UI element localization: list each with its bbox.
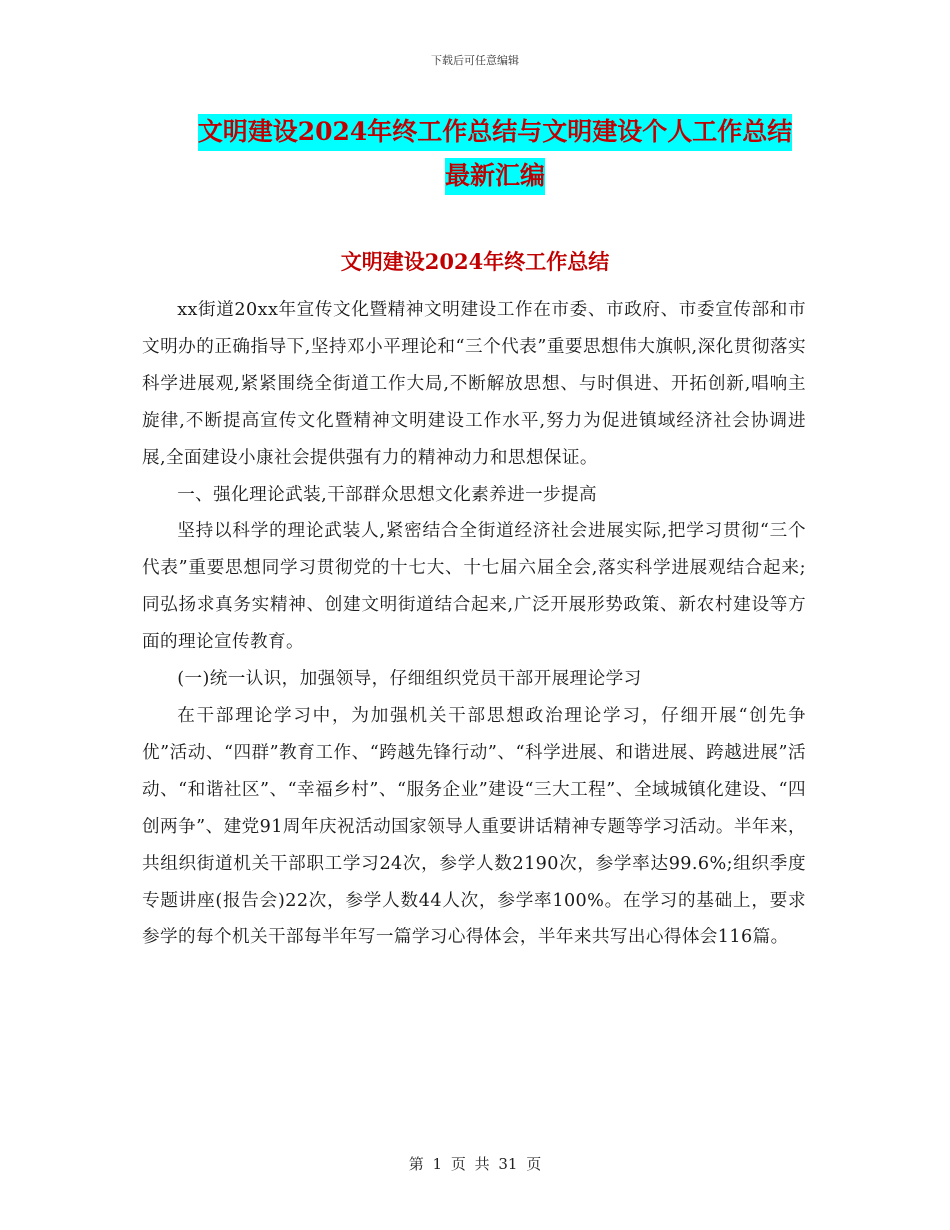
paragraph-intro: xx街道20xx年宣传文化暨精神文明建设工作在市委、市政府、市委宣传部和市文明办的正确指导下,坚持邓小平理论和“三个代表”重要思想伟大旗帜,深化贯彻落实科学进展观,紧紧围绕全街道工作大局,不断解放思想、与时俱进、开拓创新,唱响主旋律,不断提高宣传文化暨精神文明建设工作水平,努力为促进镇域经济社会协调进展,全面建设小康社会提供强有力的精神动力和思想保证。 [142,300,806,468]
header-note: 下载后可任意编辑 [431,54,519,67]
main-title-line-1 [90,110,900,154]
main-title-text-2: 最新汇编 [445,158,545,195]
page-number-footer: 第 1 页 共 31 页 [408,1155,542,1173]
main-title-text-1: 文明建设2024年终工作总结与文明建设个人工作总结 [198,114,793,151]
heading-subsection-1: (一)统一认识，加强领导，仔细组织党员干部开展理论学习 [177,669,642,690]
body-text [142,292,806,956]
section-title: 文明建设2024年终工作总结 [340,249,610,274]
main-title-line-2 [90,154,900,198]
paragraph-section-1: 坚持以科学的理论武装人,紧密结合全街道经济社会进展实际,把学习贯彻“三个代表”重要思想同学习贯彻党的十七大、十七届六届全会,落实科学进展观结合起来;同弘扬求真务实精神、创建文明街道结合起来,广泛开展形势政策、新农村建设等方面的理论宣传教育。 [142,521,806,653]
heading-section-1: 一、强化理论武装,干部群众思想文化素养进一步提高 [177,484,598,505]
paragraph-subsection-1: 在干部理论学习中，为加强机关干部思想政治理论学习，仔细开展“创先争优”活动、“四群”教育工作、“跨越先锋行动”、“科学进展、和谐进展、跨越进展”活动、“和谐社区”、“幸福乡村”、“服务企业”建设“三大工程”、全域城镇化建设、“四创两争”、建党91周年庆祝活动国家领导人重要讲话精神专题等学习活动。半年来，共组织街道机关干部职工学习24次，参学人数2190次，参学率达99.6%;组织季度专题讲座(报告会)22次，参学人数44人次，参学率100%。在学习的基础上，要求参学的每个机关干部每半年写一篇学习心得体会，半年来共写出心得体会116篇。 [142,705,806,948]
